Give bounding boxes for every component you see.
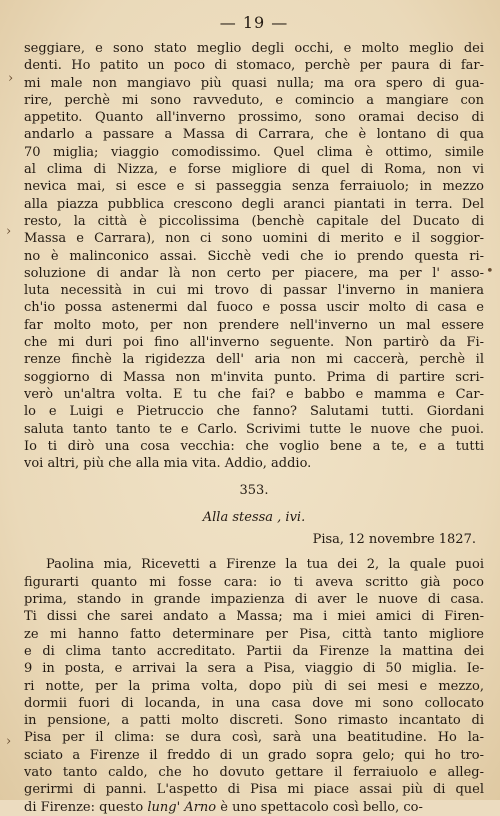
margin-mark: › xyxy=(6,224,12,239)
text-line: alla piazza pubblica crescono degli aranci piantati in terra. Del xyxy=(24,196,484,212)
text-line: Ti dissi che sarei andato a Massa; ma i miei amici di Firen- xyxy=(24,609,484,625)
text-line: resto, la città è piccolissima (benchè capitale del Ducato di xyxy=(24,213,484,229)
text-line: e di clima tanto accreditato. Partii da Firenze la mattina dei xyxy=(24,643,484,659)
text-line: no è malinconico assai. Sicchè vedi che io prendo questa ri- xyxy=(24,248,484,264)
letter-text-block xyxy=(24,556,484,798)
text-line: gerirmi di panni. L'aspetto di Pisa mi piace assai più di quel xyxy=(24,782,484,798)
text-line: in pensione, a patti molto discreti. Sono rimasto incantato di xyxy=(24,713,484,729)
text-line: verò un'altra volta. E tu che fai? e babbo e mamma e Car- xyxy=(24,386,484,402)
text-line: saluta tanto tanto te e Carlo. Scrivimi tutte le nuove che puoi. xyxy=(24,421,484,437)
text-line xyxy=(24,799,484,816)
text-line: ze mi hanno fatto determinare per Pisa, città tanto migliore xyxy=(24,626,484,642)
margin-mark: › xyxy=(6,734,12,749)
letter-heading: Alla stessa , ivi. xyxy=(202,510,306,526)
line-text: è uno spettacolo così bello, co- xyxy=(216,799,423,815)
text-line: 9 in posta, e arrivai la sera a Pisa, viaggio di 50 miglia. Ie- xyxy=(24,661,484,677)
margin-mark: › xyxy=(8,71,14,86)
text-line: lo e Luigi e Pietruccio che fanno? Salutami tutti. Giordani xyxy=(24,404,484,420)
text-line: al clima di Nizza, e forse migliore di quel di Roma, non vi xyxy=(24,162,484,178)
text-line: nevica mai, si esce e si passeggia senza ferraiuolo; in mezzo xyxy=(24,179,484,195)
text-line: ri notte, per la prima volta, dopo più di sei mesi e mezzo, xyxy=(24,678,484,694)
text-line: figurarti quanto mi fosse cara: io ti aveva scritto già poco xyxy=(24,574,484,590)
text-line: appetito. Quanto all'inverno prossimo, sono oramai deciso di xyxy=(24,110,484,126)
text-line: ch'io possa astenermi dal fuoco e possa uscir molto di casa e xyxy=(24,300,484,316)
text-line: prima, stando in grande impazienza di aver le nuove di casa. xyxy=(24,592,484,608)
text-line: soggiorno di Massa non m'invita punto. Prima di partire scri- xyxy=(24,369,484,385)
text-line: Paolina mia, Ricevetti a Firenze la tua dei 2, la quale puoi xyxy=(46,557,484,573)
text-line: sciato a Firenze il freddo di un grado sopra gelo; qui ho tro- xyxy=(24,747,484,763)
text-line: luta necessità in cui mi trovo di passar l'inverno in maniera xyxy=(24,283,484,299)
italic-phrase: lung' Arno xyxy=(147,799,217,815)
text-line: far molto moto, per non prendere nell'inverno un mal essere xyxy=(24,317,484,333)
text-line: voi altri, più che alla mia vita. Addio, addio. xyxy=(24,456,312,472)
page-number: — 19 — xyxy=(219,13,289,32)
text-line: Io ti dirò una cosa vecchia: che voglio bene a te, e a tutti xyxy=(24,438,484,454)
text-line: Pisa per il clima: se dura così, sarà una beatitudine. Ho la- xyxy=(24,730,484,746)
text-line: denti. Ho patito un poco di stomaco, perchè per paura di far- xyxy=(24,58,484,74)
text-line: soluzione di andar là non certo per piacere, ma per l' asso- xyxy=(24,265,484,281)
text-line: dormii fuori di locanda, in una casa dove mi sono collocato xyxy=(24,695,484,711)
text-line: rire, perchè mi sono ravveduto, e comincio a mangiare con xyxy=(24,92,484,108)
text-line: andarlo a passare a Massa di Carrara, che è lontano di qua xyxy=(24,127,484,143)
text-line: 70 miglia; viaggio comodissimo. Quel clima è ottimo, simile xyxy=(24,144,484,160)
text-line: che mi duri poi fino all'inverno seguente. Non partirò da Fi- xyxy=(24,335,484,351)
text-line: Massa e Carrara), non ci sono uomini di merito e il soggior- xyxy=(24,231,484,247)
letter-text-block xyxy=(24,40,484,472)
line-text: di Firenze: questo xyxy=(24,799,148,815)
text-line: vato tanto caldo, che ho dovuto gettare il ferraiuolo e alleg- xyxy=(24,764,484,780)
text-line: mi male non mangiavo più quasi nulla; ma ora spero di gua- xyxy=(24,75,484,91)
letter-number: 353. xyxy=(239,483,269,499)
text-line: seggiare, e sono stato meglio degli occhi, e molto meglio dei xyxy=(24,41,484,56)
text-line: renze finchè la rigidezza dell' aria non mi caccerà, perchè il xyxy=(24,352,484,368)
margin-mark: • xyxy=(486,264,494,279)
place-date: Pisa, 12 novembre 1827. xyxy=(312,532,476,548)
